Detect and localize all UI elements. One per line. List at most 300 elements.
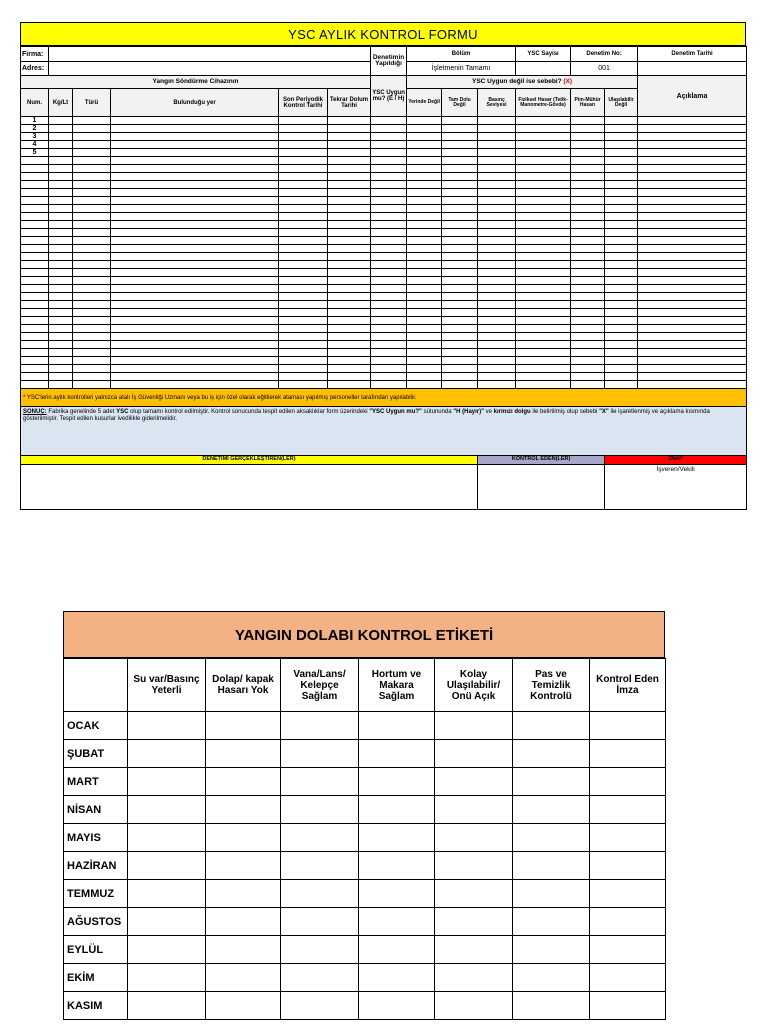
- row-cell[interactable]: [73, 373, 111, 381]
- row-cell[interactable]: [638, 165, 747, 173]
- row-cell[interactable]: [73, 277, 111, 285]
- row-cell[interactable]: [638, 301, 747, 309]
- row-number-cell[interactable]: [21, 165, 49, 173]
- row-cell[interactable]: [605, 365, 638, 373]
- row-cell[interactable]: [516, 349, 571, 357]
- row-cell[interactable]: [328, 221, 371, 229]
- row-cell[interactable]: [605, 173, 638, 181]
- row-cell[interactable]: [371, 205, 407, 213]
- row-cell[interactable]: [73, 149, 111, 157]
- row-cell[interactable]: [516, 229, 571, 237]
- row-cell[interactable]: [638, 341, 747, 349]
- row-cell[interactable]: [371, 309, 407, 317]
- row-cell[interactable]: [516, 165, 571, 173]
- row-cell[interactable]: [111, 301, 279, 309]
- row-cell[interactable]: [328, 181, 371, 189]
- row-cell[interactable]: [49, 261, 73, 269]
- etiket-check-cell[interactable]: [281, 992, 359, 1020]
- row-cell[interactable]: [605, 245, 638, 253]
- row-cell[interactable]: [111, 325, 279, 333]
- row-cell[interactable]: [407, 269, 442, 277]
- row-cell[interactable]: [73, 157, 111, 165]
- row-cell[interactable]: [328, 333, 371, 341]
- row-cell[interactable]: [371, 157, 407, 165]
- row-cell[interactable]: [605, 165, 638, 173]
- etiket-check-cell[interactable]: [281, 740, 359, 768]
- row-cell[interactable]: [328, 213, 371, 221]
- row-number-cell[interactable]: [21, 245, 49, 253]
- row-cell[interactable]: [605, 301, 638, 309]
- row-cell[interactable]: [516, 125, 571, 133]
- row-cell[interactable]: [605, 277, 638, 285]
- row-cell[interactable]: [73, 285, 111, 293]
- row-cell[interactable]: [638, 221, 747, 229]
- etiket-check-cell[interactable]: [513, 768, 590, 796]
- row-cell[interactable]: [605, 349, 638, 357]
- row-cell[interactable]: [442, 301, 478, 309]
- etiket-check-cell[interactable]: [128, 992, 206, 1020]
- etiket-check-cell[interactable]: [513, 964, 590, 992]
- row-cell[interactable]: [571, 349, 605, 357]
- row-cell[interactable]: [111, 365, 279, 373]
- row-cell[interactable]: [478, 141, 516, 149]
- row-cell[interactable]: [49, 309, 73, 317]
- row-cell[interactable]: [407, 237, 442, 245]
- row-cell[interactable]: [442, 317, 478, 325]
- row-cell[interactable]: [328, 381, 371, 389]
- row-cell[interactable]: [49, 301, 73, 309]
- row-cell[interactable]: [328, 269, 371, 277]
- row-cell[interactable]: [49, 213, 73, 221]
- etiket-check-cell[interactable]: [435, 964, 513, 992]
- row-cell[interactable]: [605, 141, 638, 149]
- row-cell[interactable]: [638, 213, 747, 221]
- row-cell[interactable]: [442, 189, 478, 197]
- row-cell[interactable]: [73, 245, 111, 253]
- row-cell[interactable]: [111, 245, 279, 253]
- row-cell[interactable]: [407, 117, 442, 125]
- etiket-check-cell[interactable]: [513, 908, 590, 936]
- row-cell[interactable]: [571, 125, 605, 133]
- row-cell[interactable]: [279, 365, 328, 373]
- etiket-check-cell[interactable]: [435, 712, 513, 740]
- row-cell[interactable]: [49, 293, 73, 301]
- etiket-check-cell[interactable]: [435, 852, 513, 880]
- row-cell[interactable]: [111, 333, 279, 341]
- row-cell[interactable]: [49, 117, 73, 125]
- row-cell[interactable]: [571, 189, 605, 197]
- row-cell[interactable]: [371, 317, 407, 325]
- etiket-check-cell[interactable]: [206, 908, 281, 936]
- row-cell[interactable]: [73, 269, 111, 277]
- row-cell[interactable]: [328, 237, 371, 245]
- row-cell[interactable]: [407, 253, 442, 261]
- row-cell[interactable]: [328, 125, 371, 133]
- etiket-check-cell[interactable]: [128, 768, 206, 796]
- row-cell[interactable]: [638, 181, 747, 189]
- row-cell[interactable]: [279, 293, 328, 301]
- row-cell[interactable]: [73, 365, 111, 373]
- row-cell[interactable]: [73, 205, 111, 213]
- row-cell[interactable]: [111, 373, 279, 381]
- row-cell[interactable]: [478, 269, 516, 277]
- row-number-cell[interactable]: [21, 181, 49, 189]
- row-cell[interactable]: [371, 357, 407, 365]
- row-cell[interactable]: [328, 205, 371, 213]
- etiket-check-cell[interactable]: [128, 936, 206, 964]
- row-cell[interactable]: [111, 349, 279, 357]
- row-cell[interactable]: [571, 197, 605, 205]
- row-cell[interactable]: [605, 189, 638, 197]
- row-cell[interactable]: [407, 285, 442, 293]
- row-cell[interactable]: [571, 221, 605, 229]
- row-cell[interactable]: [73, 189, 111, 197]
- row-cell[interactable]: [111, 141, 279, 149]
- row-cell[interactable]: [605, 149, 638, 157]
- etiket-check-cell[interactable]: [281, 936, 359, 964]
- row-cell[interactable]: [73, 141, 111, 149]
- row-cell[interactable]: [407, 365, 442, 373]
- row-cell[interactable]: [605, 269, 638, 277]
- etiket-check-cell[interactable]: [590, 824, 666, 852]
- etiket-check-cell[interactable]: [359, 908, 435, 936]
- row-cell[interactable]: [442, 325, 478, 333]
- etiket-check-cell[interactable]: [128, 908, 206, 936]
- etiket-check-cell[interactable]: [590, 908, 666, 936]
- row-cell[interactable]: [638, 189, 747, 197]
- row-cell[interactable]: [478, 301, 516, 309]
- adres-value[interactable]: [49, 62, 371, 76]
- row-cell[interactable]: [442, 357, 478, 365]
- etiket-check-cell[interactable]: [206, 880, 281, 908]
- row-cell[interactable]: [571, 341, 605, 349]
- row-cell[interactable]: [478, 173, 516, 181]
- row-cell[interactable]: [407, 261, 442, 269]
- row-cell[interactable]: [407, 245, 442, 253]
- etiket-check-cell[interactable]: [206, 852, 281, 880]
- etiket-check-cell[interactable]: [128, 852, 206, 880]
- row-cell[interactable]: [638, 133, 747, 141]
- row-cell[interactable]: [516, 269, 571, 277]
- etiket-check-cell[interactable]: [206, 796, 281, 824]
- row-cell[interactable]: [516, 181, 571, 189]
- row-cell[interactable]: [605, 229, 638, 237]
- row-cell[interactable]: [478, 165, 516, 173]
- row-cell[interactable]: [605, 317, 638, 325]
- row-cell[interactable]: [371, 349, 407, 357]
- row-cell[interactable]: [442, 373, 478, 381]
- row-cell[interactable]: [279, 173, 328, 181]
- etiket-check-cell[interactable]: [590, 796, 666, 824]
- row-cell[interactable]: [638, 173, 747, 181]
- row-cell[interactable]: [478, 261, 516, 269]
- etiket-check-cell[interactable]: [206, 936, 281, 964]
- row-cell[interactable]: [279, 205, 328, 213]
- row-cell[interactable]: [371, 149, 407, 157]
- row-cell[interactable]: [442, 181, 478, 189]
- etiket-check-cell[interactable]: [128, 712, 206, 740]
- row-cell[interactable]: [49, 237, 73, 245]
- row-cell[interactable]: [279, 125, 328, 133]
- row-cell[interactable]: [571, 325, 605, 333]
- row-cell[interactable]: [49, 277, 73, 285]
- row-cell[interactable]: [478, 373, 516, 381]
- row-cell[interactable]: [516, 149, 571, 157]
- row-number-cell[interactable]: [21, 365, 49, 373]
- row-cell[interactable]: [328, 357, 371, 365]
- row-cell[interactable]: [442, 141, 478, 149]
- row-cell[interactable]: [328, 301, 371, 309]
- row-cell[interactable]: [571, 357, 605, 365]
- row-cell[interactable]: [638, 269, 747, 277]
- row-cell[interactable]: [111, 165, 279, 173]
- row-cell[interactable]: [111, 357, 279, 365]
- row-cell[interactable]: [73, 309, 111, 317]
- row-cell[interactable]: [638, 357, 747, 365]
- row-cell[interactable]: [571, 381, 605, 389]
- etiket-check-cell[interactable]: [590, 712, 666, 740]
- row-cell[interactable]: [279, 157, 328, 165]
- row-cell[interactable]: [407, 229, 442, 237]
- row-cell[interactable]: [371, 237, 407, 245]
- row-cell[interactable]: [478, 189, 516, 197]
- row-cell[interactable]: [516, 317, 571, 325]
- row-cell[interactable]: [371, 213, 407, 221]
- etiket-check-cell[interactable]: [281, 824, 359, 852]
- row-cell[interactable]: [73, 181, 111, 189]
- row-cell[interactable]: [571, 141, 605, 149]
- row-cell[interactable]: [516, 213, 571, 221]
- row-cell[interactable]: [516, 309, 571, 317]
- etiket-check-cell[interactable]: [590, 740, 666, 768]
- row-cell[interactable]: [442, 229, 478, 237]
- row-cell[interactable]: [73, 237, 111, 245]
- etiket-check-cell[interactable]: [359, 936, 435, 964]
- row-cell[interactable]: [49, 253, 73, 261]
- row-cell[interactable]: [111, 125, 279, 133]
- row-cell[interactable]: [328, 149, 371, 157]
- row-cell[interactable]: [516, 245, 571, 253]
- row-cell[interactable]: [73, 293, 111, 301]
- row-cell[interactable]: [605, 341, 638, 349]
- row-cell[interactable]: [638, 157, 747, 165]
- etiket-check-cell[interactable]: [359, 796, 435, 824]
- row-cell[interactable]: [442, 293, 478, 301]
- etiket-check-cell[interactable]: [206, 964, 281, 992]
- row-cell[interactable]: [407, 133, 442, 141]
- etiket-check-cell[interactable]: [206, 740, 281, 768]
- row-cell[interactable]: [478, 285, 516, 293]
- row-cell[interactable]: [638, 309, 747, 317]
- etiket-check-cell[interactable]: [590, 852, 666, 880]
- row-cell[interactable]: [442, 253, 478, 261]
- row-cell[interactable]: [638, 261, 747, 269]
- row-number-cell[interactable]: [21, 237, 49, 245]
- row-cell[interactable]: [605, 117, 638, 125]
- row-cell[interactable]: [516, 301, 571, 309]
- row-cell[interactable]: [605, 293, 638, 301]
- row-cell[interactable]: [328, 173, 371, 181]
- etiket-check-cell[interactable]: [206, 992, 281, 1020]
- row-cell[interactable]: [478, 349, 516, 357]
- row-cell[interactable]: [478, 357, 516, 365]
- row-cell[interactable]: [279, 237, 328, 245]
- row-cell[interactable]: [279, 373, 328, 381]
- etiket-check-cell[interactable]: [359, 964, 435, 992]
- row-number-cell[interactable]: [21, 205, 49, 213]
- row-cell[interactable]: [516, 293, 571, 301]
- row-cell[interactable]: [73, 253, 111, 261]
- row-cell[interactable]: [371, 285, 407, 293]
- row-cell[interactable]: [571, 285, 605, 293]
- row-number-cell[interactable]: 5: [21, 149, 49, 157]
- row-cell[interactable]: [371, 269, 407, 277]
- row-cell[interactable]: [571, 373, 605, 381]
- etiket-check-cell[interactable]: [359, 824, 435, 852]
- row-cell[interactable]: [407, 157, 442, 165]
- row-cell[interactable]: [516, 189, 571, 197]
- row-cell[interactable]: [638, 317, 747, 325]
- row-cell[interactable]: [407, 277, 442, 285]
- row-cell[interactable]: [279, 285, 328, 293]
- row-cell[interactable]: [73, 229, 111, 237]
- row-cell[interactable]: [49, 269, 73, 277]
- row-cell[interactable]: [442, 125, 478, 133]
- row-cell[interactable]: [571, 309, 605, 317]
- row-cell[interactable]: [49, 189, 73, 197]
- row-cell[interactable]: [49, 229, 73, 237]
- etiket-check-cell[interactable]: [435, 740, 513, 768]
- row-number-cell[interactable]: [21, 309, 49, 317]
- row-cell[interactable]: [442, 165, 478, 173]
- row-cell[interactable]: [49, 165, 73, 173]
- row-cell[interactable]: [516, 141, 571, 149]
- firma-value[interactable]: [49, 47, 371, 62]
- row-cell[interactable]: [571, 173, 605, 181]
- etiket-check-cell[interactable]: [513, 992, 590, 1020]
- row-cell[interactable]: [571, 133, 605, 141]
- row-cell[interactable]: [571, 229, 605, 237]
- row-cell[interactable]: [279, 301, 328, 309]
- row-cell[interactable]: [442, 173, 478, 181]
- row-cell[interactable]: [571, 269, 605, 277]
- row-cell[interactable]: [371, 173, 407, 181]
- row-cell[interactable]: [73, 117, 111, 125]
- etiket-check-cell[interactable]: [281, 964, 359, 992]
- row-cell[interactable]: [328, 117, 371, 125]
- etiket-check-cell[interactable]: [513, 740, 590, 768]
- row-cell[interactable]: [73, 197, 111, 205]
- row-cell[interactable]: [571, 245, 605, 253]
- row-cell[interactable]: [516, 365, 571, 373]
- kontrol-eden-signature[interactable]: [478, 465, 605, 510]
- etiket-check-cell[interactable]: [206, 712, 281, 740]
- row-cell[interactable]: [638, 253, 747, 261]
- row-cell[interactable]: [111, 213, 279, 221]
- row-cell[interactable]: [516, 325, 571, 333]
- row-cell[interactable]: [442, 237, 478, 245]
- row-cell[interactable]: [478, 341, 516, 349]
- row-cell[interactable]: [407, 221, 442, 229]
- row-cell[interactable]: [407, 373, 442, 381]
- etiket-check-cell[interactable]: [435, 992, 513, 1020]
- row-cell[interactable]: [571, 333, 605, 341]
- denetim-no-value[interactable]: 001: [571, 62, 638, 76]
- row-cell[interactable]: [49, 285, 73, 293]
- row-number-cell[interactable]: [21, 285, 49, 293]
- row-cell[interactable]: [407, 213, 442, 221]
- row-cell[interactable]: [49, 221, 73, 229]
- row-cell[interactable]: [478, 181, 516, 189]
- row-cell[interactable]: [371, 221, 407, 229]
- row-cell[interactable]: [328, 165, 371, 173]
- row-cell[interactable]: [605, 325, 638, 333]
- row-cell[interactable]: [279, 181, 328, 189]
- row-cell[interactable]: [407, 181, 442, 189]
- row-cell[interactable]: [328, 285, 371, 293]
- row-cell[interactable]: [442, 381, 478, 389]
- row-cell[interactable]: [111, 181, 279, 189]
- etiket-check-cell[interactable]: [435, 796, 513, 824]
- row-number-cell[interactable]: [21, 317, 49, 325]
- row-cell[interactable]: [442, 221, 478, 229]
- row-cell[interactable]: [638, 237, 747, 245]
- row-cell[interactable]: [371, 277, 407, 285]
- row-cell[interactable]: [73, 381, 111, 389]
- row-cell[interactable]: [442, 157, 478, 165]
- row-cell[interactable]: [328, 317, 371, 325]
- row-cell[interactable]: [371, 341, 407, 349]
- row-cell[interactable]: [478, 149, 516, 157]
- row-cell[interactable]: [371, 365, 407, 373]
- row-cell[interactable]: [49, 205, 73, 213]
- row-cell[interactable]: [328, 245, 371, 253]
- row-cell[interactable]: [49, 157, 73, 165]
- row-cell[interactable]: [638, 325, 747, 333]
- row-cell[interactable]: [571, 365, 605, 373]
- row-cell[interactable]: [371, 301, 407, 309]
- row-cell[interactable]: [605, 213, 638, 221]
- row-cell[interactable]: [73, 349, 111, 357]
- row-cell[interactable]: [371, 229, 407, 237]
- row-number-cell[interactable]: [21, 261, 49, 269]
- row-cell[interactable]: [328, 349, 371, 357]
- etiket-check-cell[interactable]: [281, 908, 359, 936]
- row-number-cell[interactable]: [21, 341, 49, 349]
- row-cell[interactable]: [442, 277, 478, 285]
- row-cell[interactable]: [407, 325, 442, 333]
- etiket-check-cell[interactable]: [128, 796, 206, 824]
- row-cell[interactable]: [49, 349, 73, 357]
- row-cell[interactable]: [328, 197, 371, 205]
- row-cell[interactable]: [605, 333, 638, 341]
- row-cell[interactable]: [279, 213, 328, 221]
- row-cell[interactable]: [111, 381, 279, 389]
- etiket-check-cell[interactable]: [281, 852, 359, 880]
- etiket-check-cell[interactable]: [435, 908, 513, 936]
- row-cell[interactable]: [111, 293, 279, 301]
- row-cell[interactable]: [49, 149, 73, 157]
- row-cell[interactable]: [571, 157, 605, 165]
- row-cell[interactable]: [407, 173, 442, 181]
- etiket-check-cell[interactable]: [435, 936, 513, 964]
- row-cell[interactable]: [111, 157, 279, 165]
- row-cell[interactable]: [371, 189, 407, 197]
- row-cell[interactable]: [407, 301, 442, 309]
- row-cell[interactable]: [571, 317, 605, 325]
- row-cell[interactable]: [328, 189, 371, 197]
- row-cell[interactable]: [49, 357, 73, 365]
